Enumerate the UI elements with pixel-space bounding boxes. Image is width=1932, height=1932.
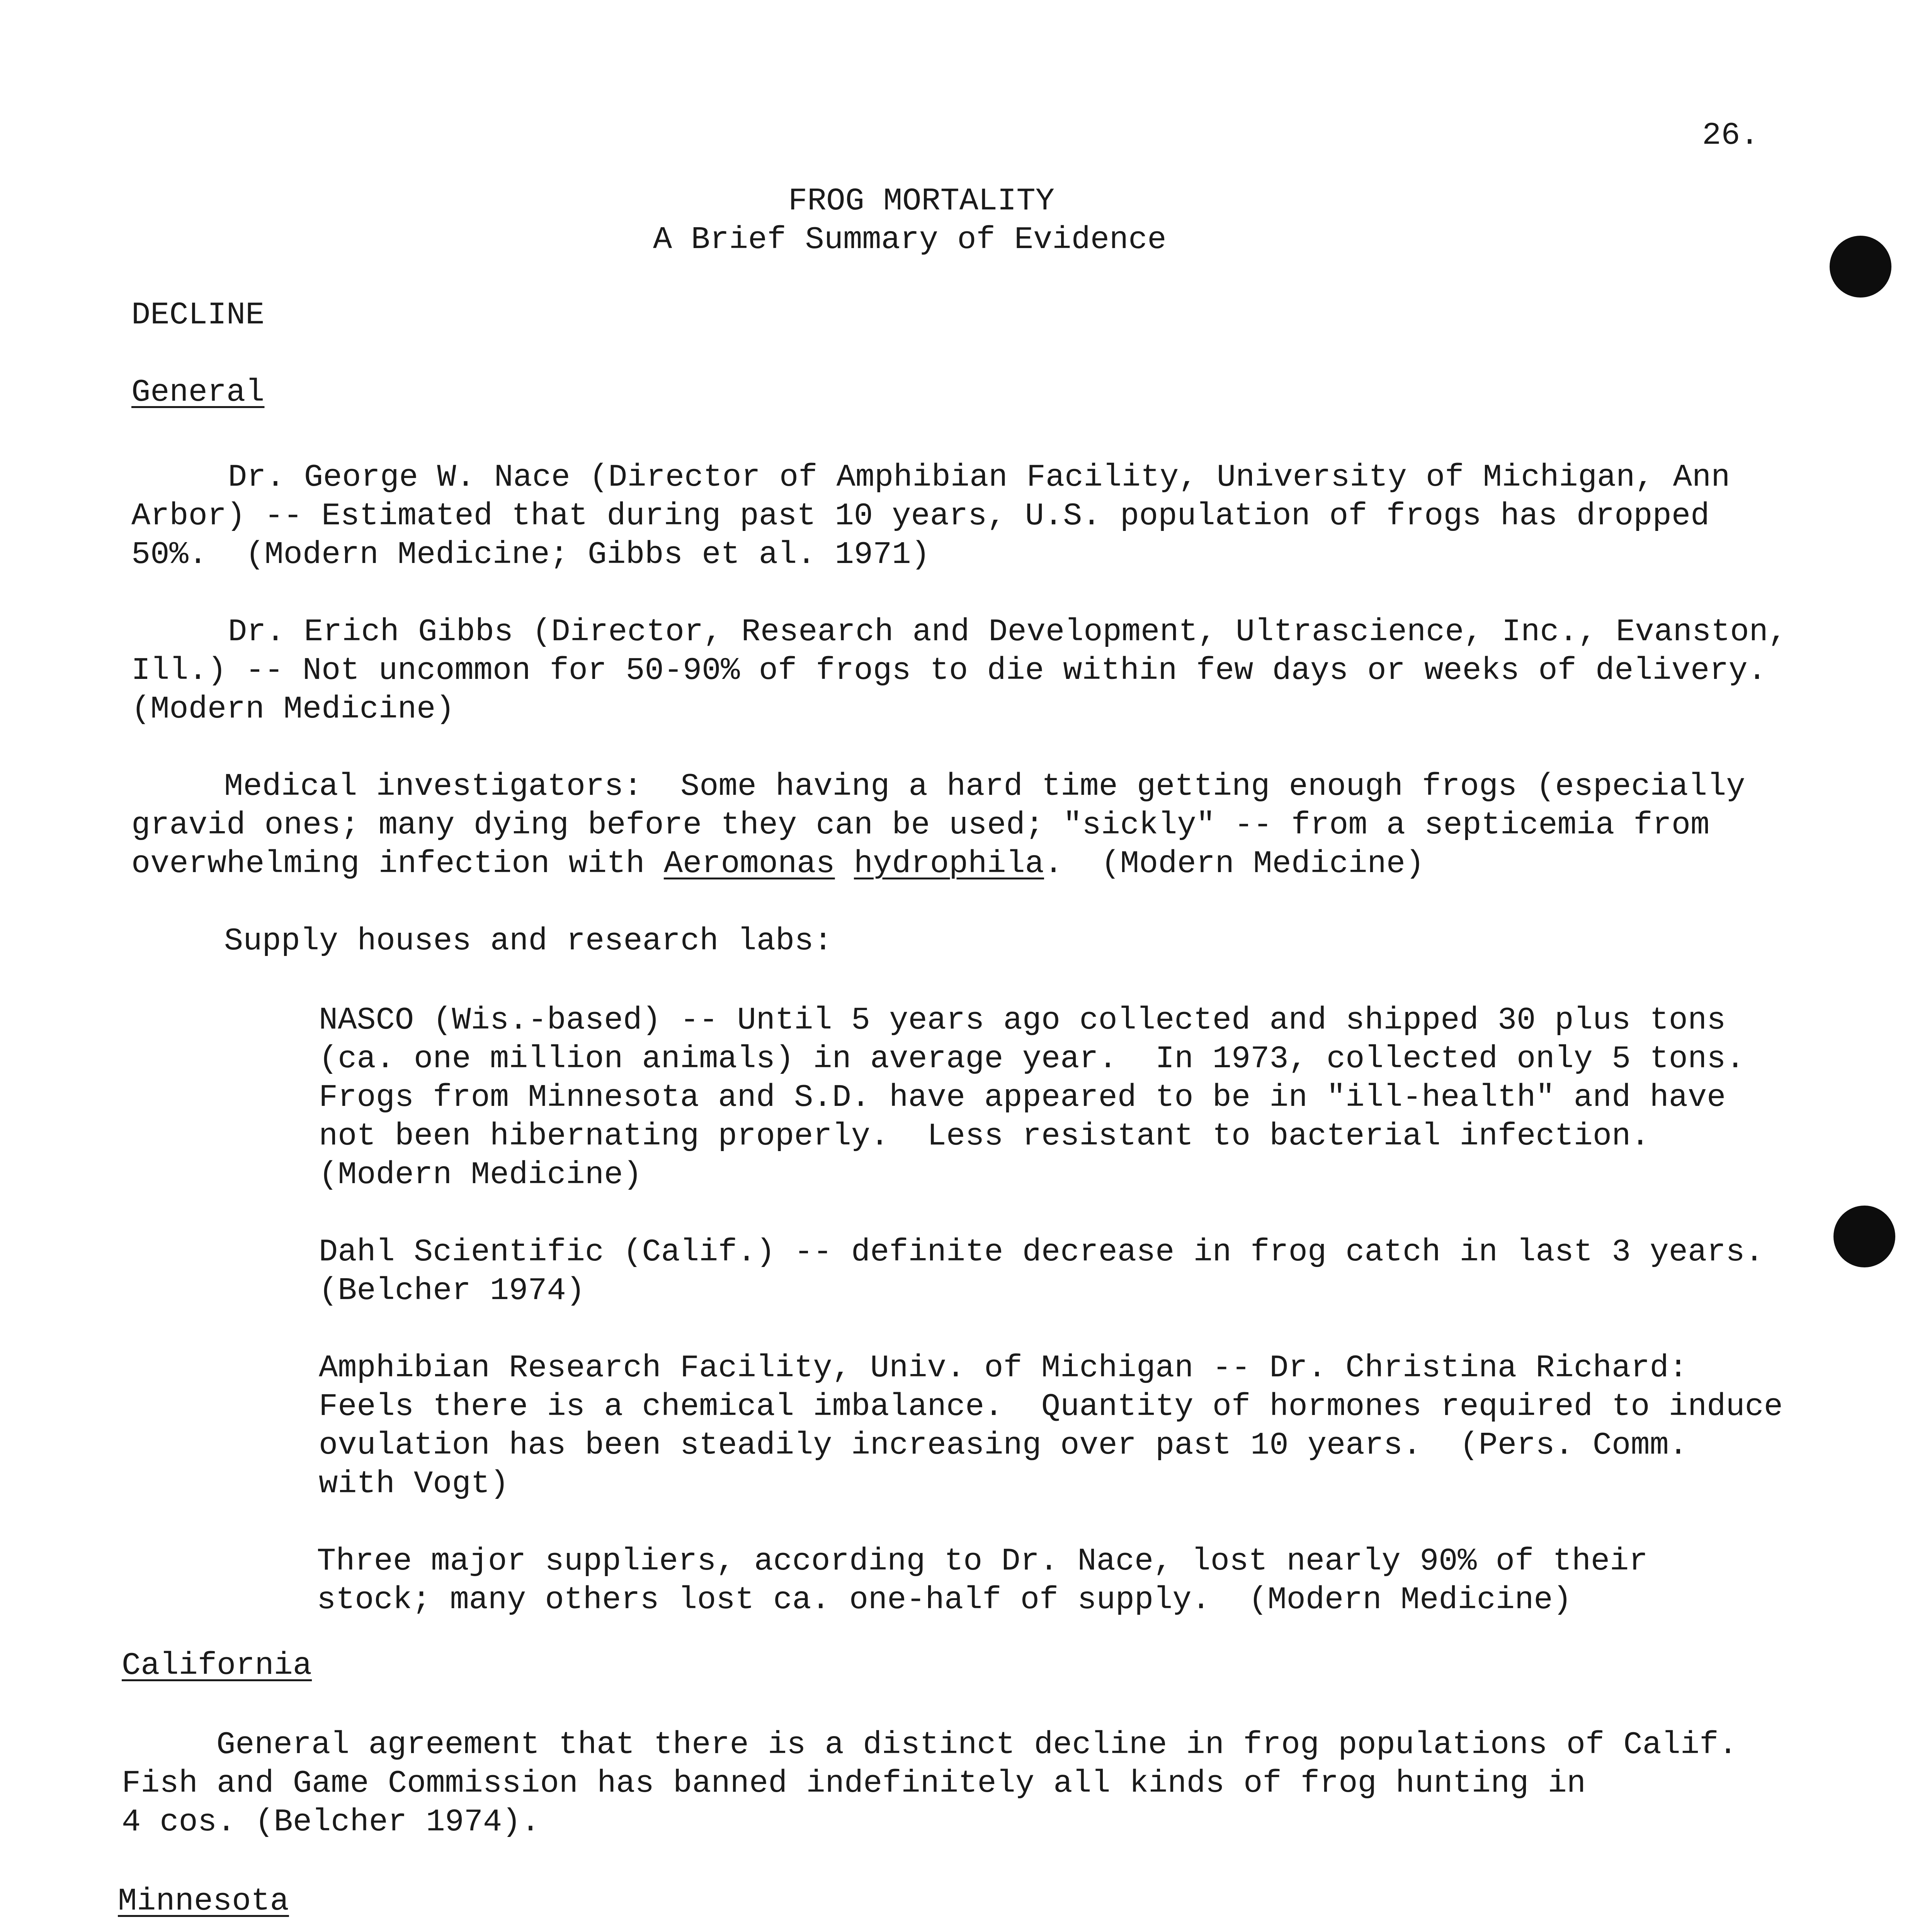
subsection-heading-general: General bbox=[131, 374, 265, 410]
amphibian-line3: ovulation has been steadily increasing over past 10 years. (Pers. Comm. bbox=[319, 1427, 1688, 1463]
general-p1-line1: Dr. George W. Nace (Director of Amphibian Facility, University of Michigan, Ann bbox=[228, 459, 1730, 495]
nasco-line2: (ca. one million animals) in average year. In 1973, collected only 5 tons. bbox=[319, 1041, 1745, 1077]
california-p1-line1: General agreement that there is a distinct decline in frog populations of Calif. bbox=[216, 1727, 1738, 1763]
subsection-heading-california: California bbox=[122, 1648, 312, 1684]
general-p1-line2: Arbor) -- Estimated that during past 10 years, U.S. population of frogs has dropped bbox=[131, 498, 1710, 534]
amphibian-line4: with Vogt) bbox=[319, 1466, 509, 1502]
punch-hole-middle bbox=[1833, 1206, 1895, 1267]
suppliers-line2: stock; many others lost ca. one-half of supply. (Modern Medicine) bbox=[317, 1582, 1572, 1618]
general-p3-line1: Medical investigators: Some having a hard time getting enough frogs (especially bbox=[224, 769, 1745, 804]
section-heading-decline: DECLINE bbox=[131, 297, 265, 333]
general-p3-line3 bbox=[131, 848, 1424, 880]
california-p1-line3: 4 cos. (Belcher 1974). bbox=[122, 1804, 540, 1840]
general-p3-line3-post: . (Modern Medicine) bbox=[1044, 846, 1425, 882]
punch-hole-top bbox=[1830, 236, 1891, 298]
document-title: FROG MORTALITY bbox=[788, 183, 1054, 219]
general-p3-line2: gravid ones; many dying before they can be used; "sickly" -- from a septicemia from bbox=[131, 807, 1710, 843]
amphibian-line2: Feels there is a chemical imbalance. Quantity of hormones required to induce bbox=[319, 1389, 1783, 1425]
california-p1-line2: Fish and Game Commission has banned indefinitely all kinds of frog hunting in bbox=[122, 1765, 1586, 1801]
subsection-heading-minnesota: Minnesota bbox=[118, 1883, 289, 1919]
general-p1-line3: 50%. (Modern Medicine; Gibbs et al. 1971) bbox=[131, 537, 930, 573]
bacterium-species: hydrophila bbox=[854, 846, 1044, 882]
document-subtitle: A Brief Summary of Evidence bbox=[653, 222, 1167, 258]
dahl-line2: (Belcher 1974) bbox=[319, 1273, 585, 1309]
nasco-line1: NASCO (Wis.-based) -- Until 5 years ago collected and shipped 30 plus tons bbox=[319, 1002, 1726, 1038]
general-p2-line2: Ill.) -- Not uncommon for 50-90% of frogs to die within few days or weeks of delivery. bbox=[131, 653, 1767, 689]
dahl-line1: Dahl Scientific (Calif.) -- definite decrease in frog catch in last 3 years. bbox=[319, 1234, 1764, 1270]
nasco-line5: (Modern Medicine) bbox=[319, 1157, 642, 1193]
general-p4: Supply houses and research labs: bbox=[224, 923, 833, 959]
page-number: 26. bbox=[1702, 117, 1759, 153]
nasco-line3: Frogs from Minnesota and S.D. have appeared to be in "ill-health" and have bbox=[319, 1080, 1726, 1116]
suppliers-line1: Three major suppliers, according to Dr. Nace, lost nearly 90% of their bbox=[317, 1543, 1648, 1579]
bacterium-genus: Aeromonas bbox=[663, 846, 835, 882]
amphibian-line1: Amphibian Research Facility, Univ. of Michigan -- Dr. Christina Richard: bbox=[319, 1350, 1688, 1386]
general-p2-line1: Dr. Erich Gibbs (Director, Research and Development, Ultrascience, Inc., Evanston, bbox=[228, 614, 1787, 650]
nasco-line4: not been hibernating properly. Less resistant to bacterial infection. bbox=[319, 1118, 1650, 1154]
general-p3-line3-pre: overwhelming infection with bbox=[131, 846, 664, 882]
general-p2-line3: (Modern Medicine) bbox=[131, 691, 455, 727]
